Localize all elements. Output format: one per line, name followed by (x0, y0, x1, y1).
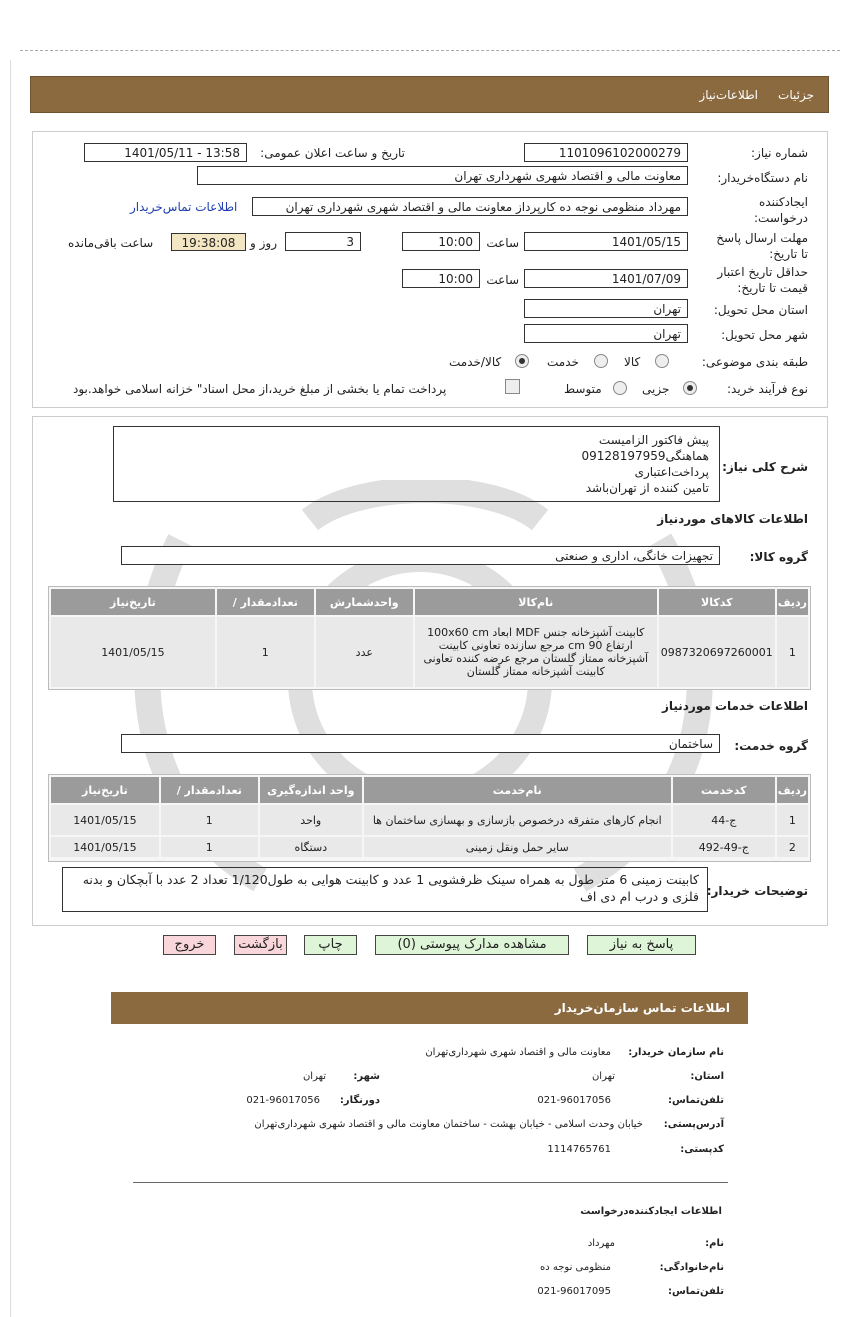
services-cell-code: ج-49-492 (672, 836, 776, 858)
back-button[interactable]: بازگشت (234, 935, 287, 955)
exit-button[interactable]: خروج (163, 935, 216, 955)
goods-cell-unit: عدد (315, 616, 414, 688)
services-cell-date: 1401/05/15 (50, 804, 160, 836)
contact-phone-value: 021-96017056 (537, 1095, 611, 1106)
contact-postal-label: کد‌پستی: (680, 1144, 724, 1155)
category-goods-radio[interactable] (655, 354, 669, 368)
services-table (48, 774, 811, 862)
validity-label: حداقل تاریخ اعتبار قیمت تا تاریخ: (717, 265, 808, 295)
services-cell-row: 2 (776, 836, 809, 858)
payment-checkbox[interactable] (505, 379, 520, 394)
table-row (50, 616, 809, 688)
table-row (50, 836, 809, 858)
services-col-unit: واحد اندازه‌گیری (259, 776, 363, 804)
print-button[interactable]: چاپ (304, 935, 357, 955)
services-cell-code: ج-44 (672, 804, 776, 836)
payment-note: پرداخت تمام یا بخشی از مبلغ خرید،از محل اسناد" خزانه اسلامی خواهد.بود (73, 382, 447, 396)
validity-time-label: ساعت (486, 273, 519, 287)
services-col-date: تاریخ‌نیاز (50, 776, 160, 804)
services-cell-name: سایر حمل ونقل زمینی (363, 836, 672, 858)
goods-cell-code: 0987320697260001 (658, 616, 776, 688)
contact-phone-label: تلفن‌تماس: (667, 1095, 724, 1106)
province-label: استان محل تحویل: (713, 303, 808, 317)
province-field: تهران (524, 299, 688, 318)
need-number-label: شماره نیاز: (751, 146, 808, 160)
days-label: روز و (250, 236, 277, 250)
services-cell-row: 1 (776, 804, 809, 836)
contact-address-value: خیابان وحدت اسلامی - خیابان بهشت - ساختمان معاونت مالی و اقتصاد شهری شهرداری‌تهران (254, 1119, 643, 1130)
goods-col-unit: واحدشمارش (315, 588, 414, 616)
deadline-date-field: 1401/05/15 (524, 232, 688, 251)
contact-city-value: تهران (302, 1071, 326, 1082)
summary-line: پرداخت‌اعتباری (634, 465, 709, 479)
services-group-field: ساختمان (121, 734, 720, 753)
buyer-notes-label: توضیحات خریدار: (706, 884, 808, 898)
table-row (50, 804, 809, 836)
category-label: طبقه بندی موضوعی: (701, 355, 808, 369)
process-minor-label: جزیی (642, 382, 670, 396)
buyer-contact-link[interactable]: اطلاعات تماس‌خریدار (130, 200, 238, 214)
contact-city-label: شهر: (353, 1071, 380, 1082)
contact-org-label: نام سازمان خریدار: (628, 1047, 724, 1058)
contact-fax-value: 021-96017056 (246, 1095, 320, 1106)
services-col-name: نام‌خدمت (363, 776, 672, 804)
tab-details[interactable]: جزئیات (778, 88, 814, 102)
validity-time-field: 10:00 (402, 269, 480, 288)
reply-button[interactable]: پاسخ به نیاز (587, 935, 696, 955)
process-medium-radio[interactable] (613, 381, 627, 395)
city-field: تهران (524, 324, 688, 343)
goods-col-name: نام‌کالا (414, 588, 658, 616)
announce-field: 1401/05/11 - 13:58 (84, 143, 247, 162)
creator-family-value: منظومی نوجه ده (540, 1262, 611, 1273)
contact-postal-value: 1114765761 (547, 1144, 611, 1155)
need-number-field: 1101096102000279 (524, 143, 688, 162)
contact-title: اطلاعات تماس سازمان‌خریدار (554, 1001, 730, 1015)
contact-fax-label: دورنگار: (339, 1095, 380, 1106)
days-field: 3 (285, 232, 361, 251)
goods-col-date: تاریخ‌نیاز (50, 588, 216, 616)
deadline-time-field: 10:00 (402, 232, 480, 251)
goods-cell-date: 1401/05/15 (50, 616, 216, 688)
validity-date-field: 1401/07/09 (524, 269, 688, 288)
summary-line: پیش فاکتور الزامیست (598, 433, 709, 447)
tab-need-info[interactable]: اطلاعات‌نیاز (699, 88, 758, 102)
process-medium-label: متوسط (564, 382, 602, 396)
summary-line: تامین کننده از تهران‌باشد (585, 481, 709, 495)
services-cell-qty: 1 (160, 836, 259, 858)
header-bar (30, 76, 829, 113)
buyer-org-label: نام دستگاه‌خریدار: (717, 171, 808, 185)
creator-family-label: نام‌خانوادگی: (659, 1262, 724, 1273)
contact-divider (133, 1182, 728, 1183)
deadline-time-label: ساعت (486, 236, 519, 250)
goods-cell-row: 1 (776, 616, 809, 688)
category-goods-label: کالا (624, 355, 641, 369)
summary-box (113, 426, 720, 502)
creator-name-value: مهرداد (587, 1238, 615, 1249)
goods-col-row: ردیف (776, 588, 809, 616)
process-minor-radio[interactable] (683, 381, 697, 395)
goods-cell-qty: 1 (216, 616, 315, 688)
summary-label: شرح کلی نیاز: (722, 460, 808, 474)
creator-field: مهرداد منظومی نوجه ده کارپرداز معاونت مالی و اقتصاد شهری شهرداری تهران (252, 197, 688, 216)
left-border (10, 60, 11, 1317)
remaining-label: ساعت باقی‌مانده (68, 236, 154, 250)
contact-province-label: استان: (690, 1071, 724, 1082)
creator-label: ایجادکننده درخواست: (754, 195, 808, 225)
summary-line: هماهنگی09128197959 (581, 449, 709, 463)
goods-title: اطلاعات کالاهای مورد‌نیاز (657, 512, 808, 526)
contact-header (111, 992, 748, 1024)
category-both-label: کالا/خدمت (449, 355, 502, 369)
city-label: شهر محل تحویل: (721, 328, 808, 342)
category-service-radio[interactable] (594, 354, 608, 368)
services-group-label: گروه خدمت: (734, 739, 808, 753)
services-cell-date: 1401/05/15 (50, 836, 160, 858)
contact-org-value: معاونت مالی و اقتصاد شهری شهرداری‌تهران (425, 1047, 611, 1058)
process-label: نوع فرآیند خرید: (727, 382, 808, 396)
goods-col-qty: تعدادمقدار / (216, 588, 315, 616)
announce-label: تاریخ و ساعت اعلان عمومی: (260, 146, 405, 160)
services-title: اطلاعات خدمات مورد‌نیاز (661, 699, 808, 713)
remaining-time-field: 19:38:08 (171, 233, 246, 251)
services-cell-name: انجام کارهای متفرقه درخصوص بازسازی و بهسازی ساختمان ها (363, 804, 672, 836)
category-service-label: خدمت (547, 355, 579, 369)
creator-phone-value: 021-96017095 (537, 1286, 611, 1297)
contact-province-value: تهران (591, 1071, 615, 1082)
creator-name-label: نام: (705, 1238, 724, 1249)
goods-col-code: کدکالا (658, 588, 776, 616)
services-col-qty: تعدادمقدار / (160, 776, 259, 804)
contact-address-label: آدرس‌پستی: (663, 1119, 724, 1130)
services-col-row: ردیف (776, 776, 809, 804)
deadline-label: مهلت ارسال پاسخ تا تاریخ: (716, 231, 808, 261)
attachments-button[interactable]: مشاهده مدارک پیوستی (0) (375, 935, 569, 955)
services-cell-unit: واحد (259, 804, 363, 836)
creator-phone-label: تلفن‌تماس: (667, 1286, 724, 1297)
goods-group-label: گروه کالا: (749, 550, 808, 564)
creator-info-title: اطلاعات ایجاد‌کننده‌درخواست (580, 1206, 722, 1217)
buyer-notes-box: کابینت زمینی 6 متر طول به همراه سینک ظرفشویی 1 عدد و کابینت هوایی به طول1/120 تعداد 2 عدد با آبچکان و بدنه فلزی و درب ام دی اف (62, 867, 708, 912)
goods-table (48, 586, 811, 690)
category-both-radio[interactable] (515, 354, 529, 368)
services-col-code: کدخدمت (672, 776, 776, 804)
services-cell-qty: 1 (160, 804, 259, 836)
buyer-org-field: معاونت مالی و اقتصاد شهری شهرداری تهران (197, 166, 688, 185)
top-divider (20, 50, 840, 51)
goods-group-field: تجهیزات خانگی، اداری و صنعتی (121, 546, 720, 565)
services-cell-unit: دستگاه (259, 836, 363, 858)
goods-cell-name: کابینت آشپزخانه جنس MDF ابعاد 100x60 cm ارتفاع 90 cm مرجع سازنده تعاونی کابینت آشپزخانه ممتاز گلستان مرجع عرضه کننده تعاونی کابینت آشپزخانه ممتاز گلستان (414, 616, 658, 688)
